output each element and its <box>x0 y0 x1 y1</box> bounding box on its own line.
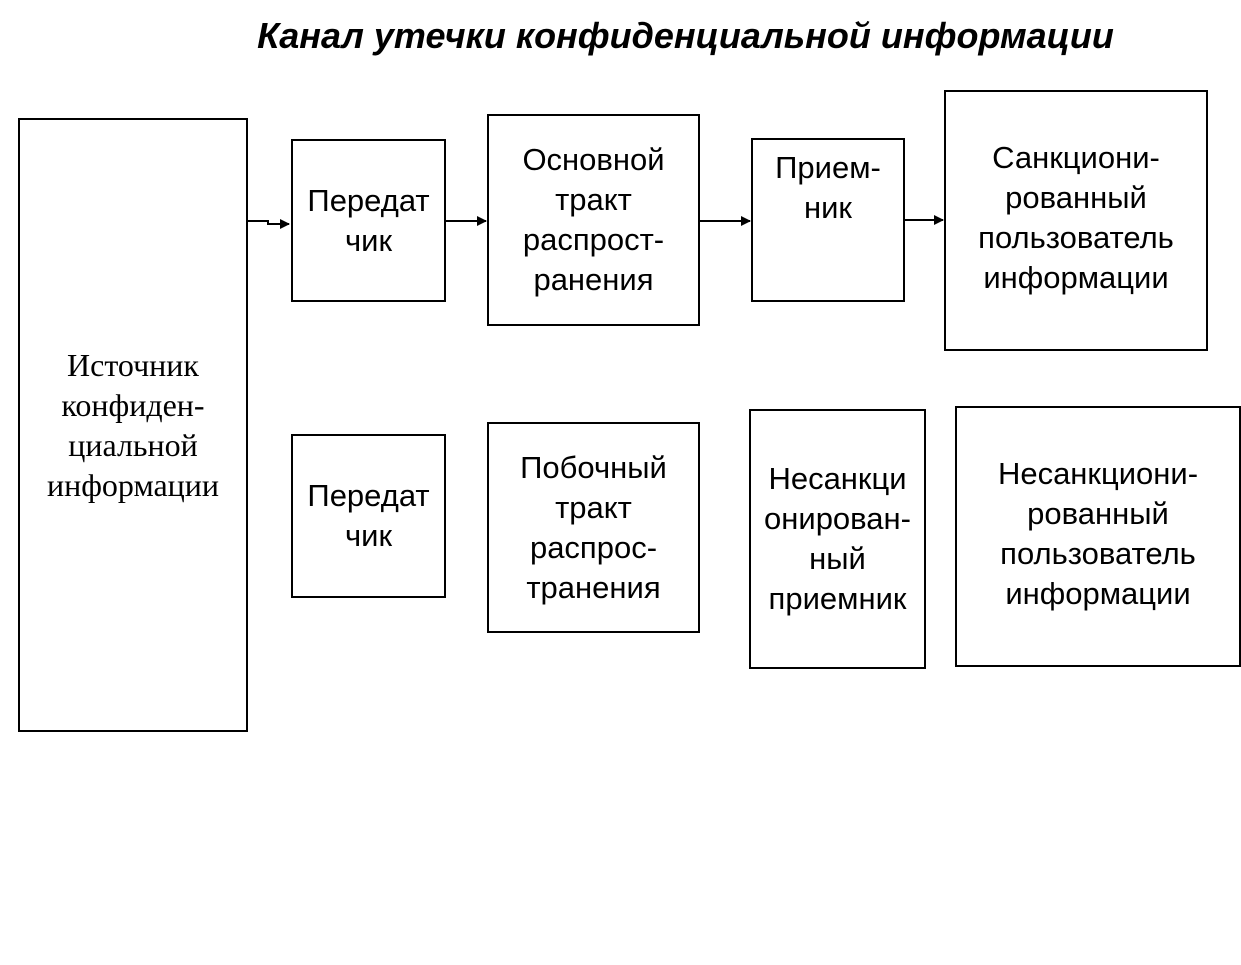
main-path-line: тракт <box>555 182 632 217</box>
unsanctioned-user-line: пользователь <box>1000 536 1196 571</box>
source-line: циальной <box>68 427 198 463</box>
transmitter-side-line: Передат <box>307 478 430 513</box>
sanctioned-user-line: информации <box>983 260 1169 295</box>
sanctioned-user-line: пользователь <box>978 220 1174 255</box>
main-path-line: ранения <box>533 262 654 297</box>
unsanctioned-receiver-line: Несанкци <box>768 461 907 496</box>
unsanctioned-receiver-line: онирован- <box>764 501 911 536</box>
diagram-title: Канал утечки конфиденциальной информации <box>257 15 1114 56</box>
main-path-line: распрост- <box>522 222 665 257</box>
arrow-source-to-transmitter <box>248 221 289 224</box>
receiver-line: ник <box>804 190 852 225</box>
main-path-line: Основной <box>522 142 665 177</box>
unsanctioned-receiver-line: ный <box>809 541 866 576</box>
sanctioned-user-line: Санкциони- <box>992 140 1160 175</box>
unsanctioned-user-line: информации <box>1005 576 1191 611</box>
side-path-line: Побочный <box>520 449 667 485</box>
side-path-line: распрос- <box>529 529 658 565</box>
unsanctioned-receiver-box <box>749 409 926 669</box>
transmitter-main-line: Передат <box>307 182 430 218</box>
source-line: информации <box>46 467 220 503</box>
transmitter-side-box <box>291 434 446 598</box>
main-path-box <box>487 114 700 326</box>
unsanctioned-user-line: Несанкциони- <box>997 456 1199 491</box>
source-line: конфиден- <box>61 387 205 423</box>
unsanctioned-user-box <box>955 406 1241 667</box>
unsanctioned-receiver-line: приемник <box>768 581 907 616</box>
receiver-box <box>751 138 905 302</box>
transmitter-main-box <box>291 139 446 302</box>
side-path-line: транения <box>526 569 661 605</box>
receiver-line: Прием- <box>775 150 881 185</box>
side-path-line: тракт <box>555 489 632 525</box>
side-path-box <box>487 422 700 633</box>
unsanctioned-user-line: рованный <box>1027 496 1169 531</box>
sanctioned-user-box <box>944 90 1208 351</box>
transmitter-main-line: чик <box>344 222 393 258</box>
sanctioned-user-line: рованный <box>1005 180 1147 215</box>
transmitter-side-line: чик <box>344 518 393 553</box>
source-line: Источник <box>67 347 199 383</box>
source-box <box>18 118 248 732</box>
